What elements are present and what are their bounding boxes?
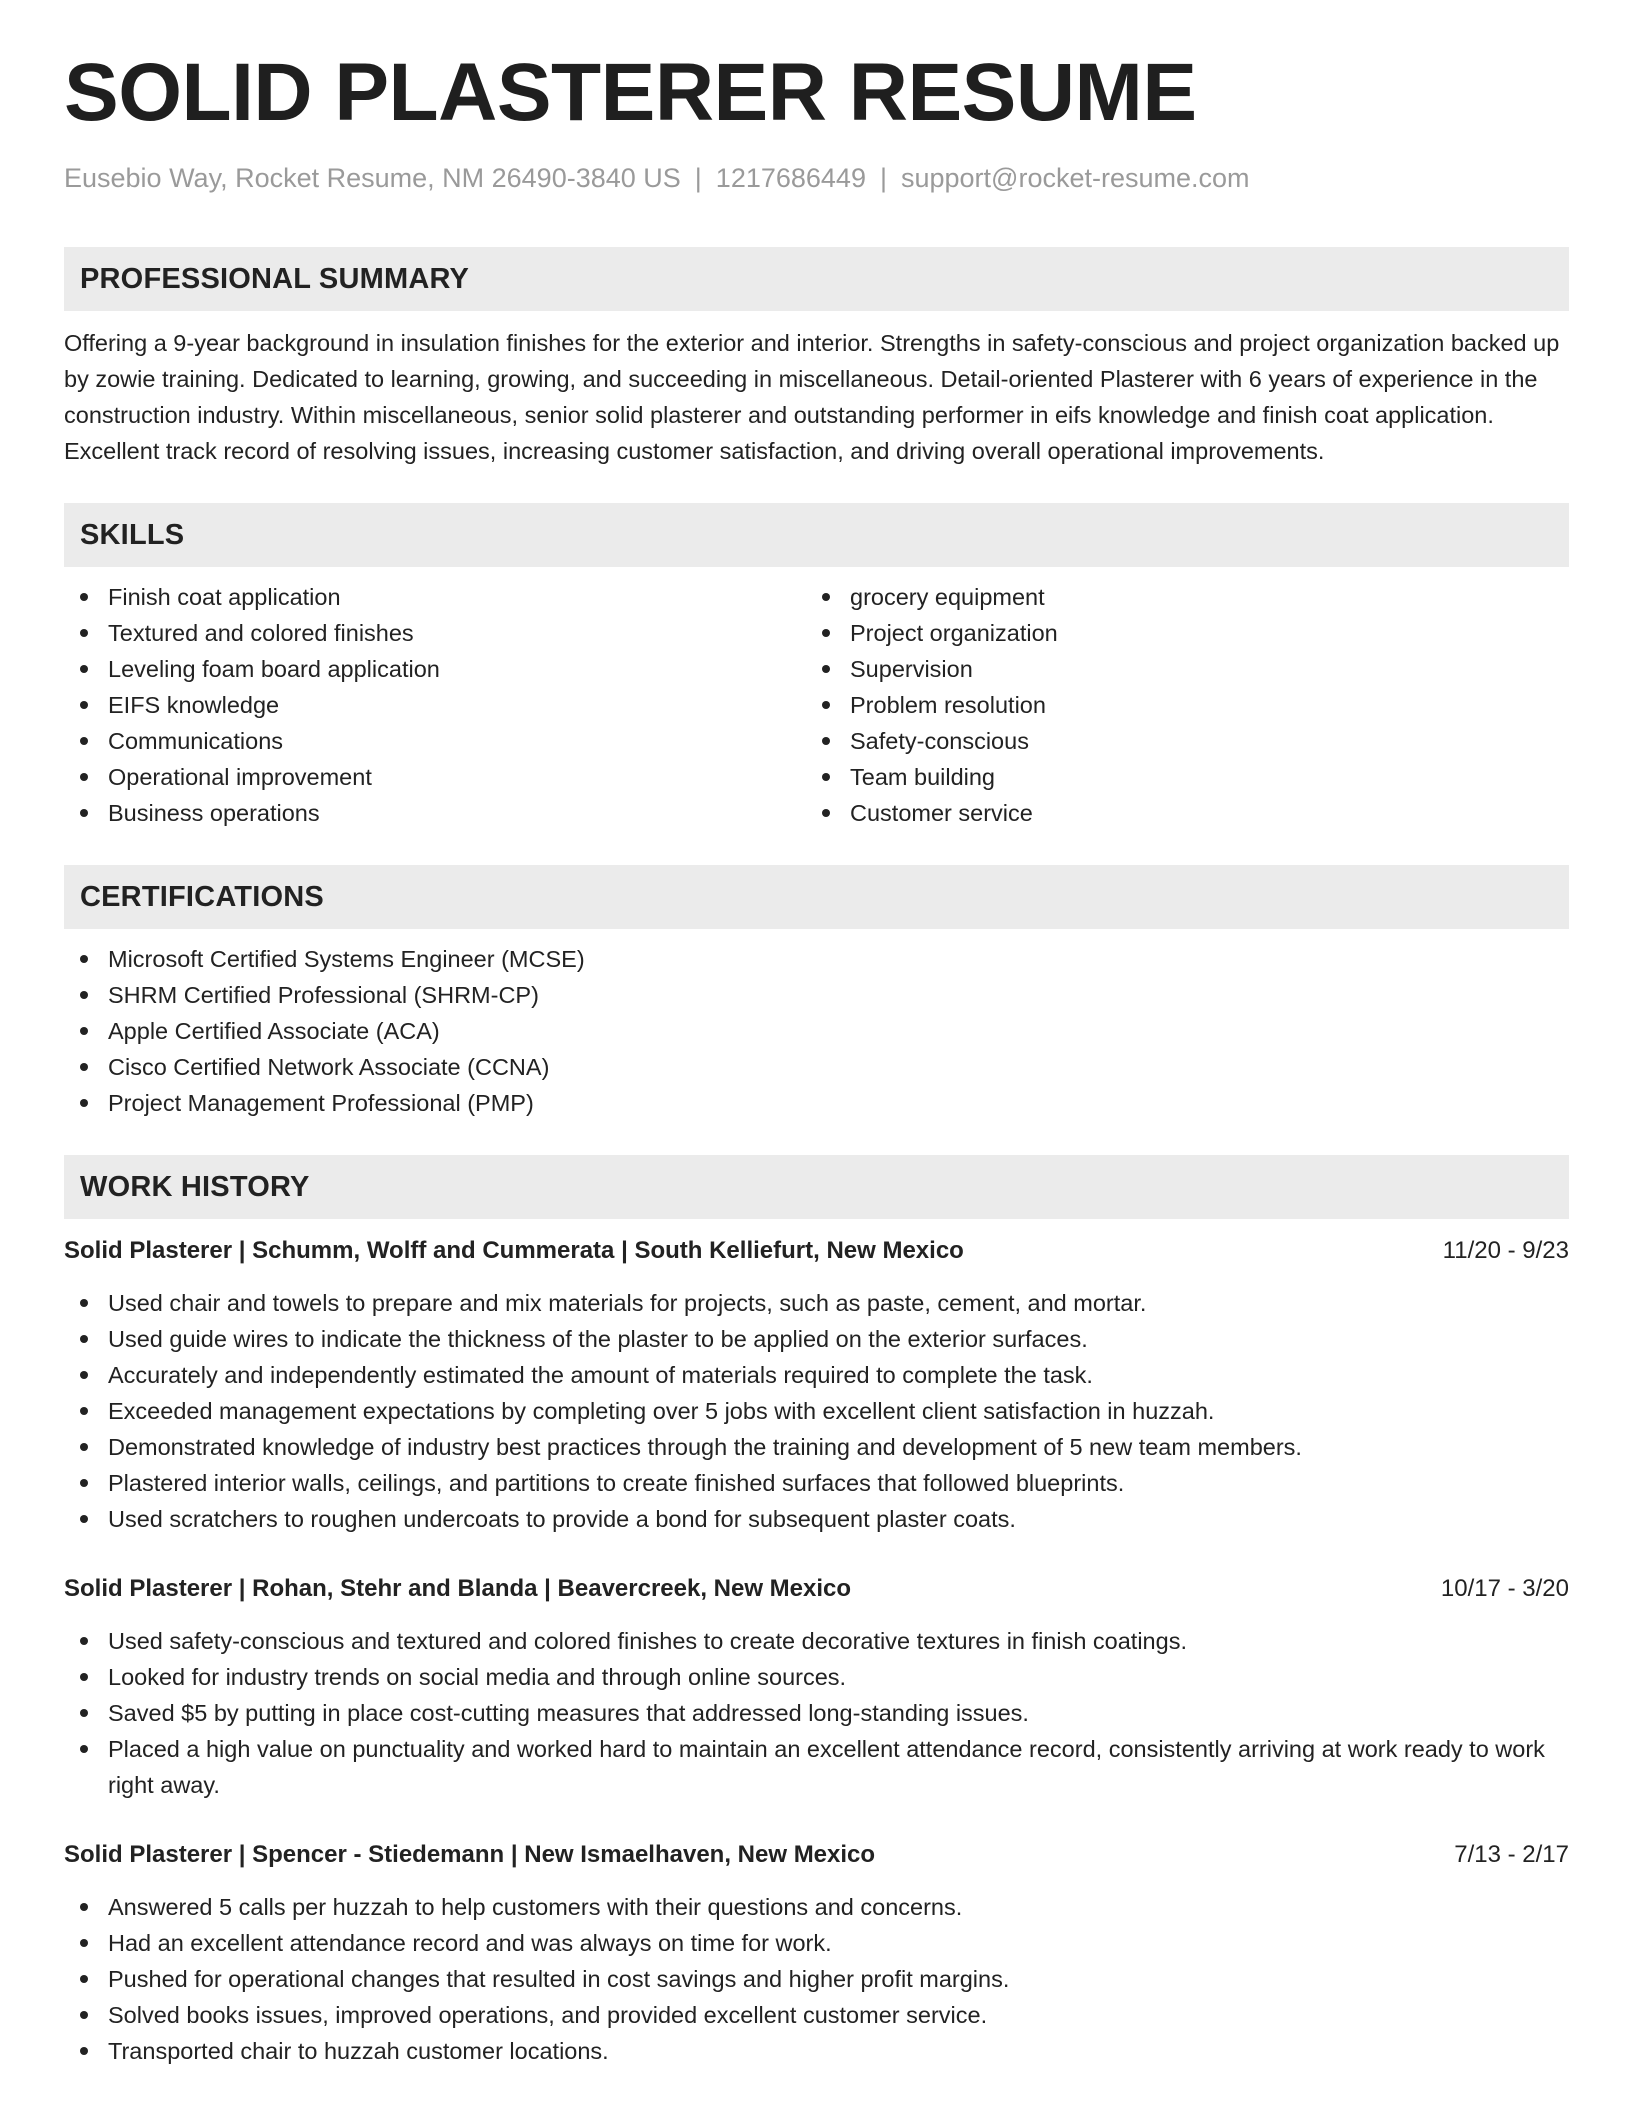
skill-item: Problem resolution [806,687,1548,723]
contact-email: support@rocket-resume.com [900,163,1250,193]
job-bullet: Used safety-conscious and textured and colored finishes to create decorative textures in finish coatings. [64,1623,1569,1659]
skill-item: Operational improvement [64,759,806,795]
job-entry [64,1837,1569,2069]
skills-column-right [806,579,1548,831]
section-header-summary: PROFESSIONAL SUMMARY [64,247,1569,311]
skill-item: Communications [64,723,806,759]
skill-item: Team building [806,759,1548,795]
job-bullet: Used chair and towels to prepare and mix materials for projects, such as paste, cement, and mortar. [64,1285,1569,1321]
job-dates: 11/20 - 9/23 [1442,1237,1569,1265]
contact-separator: | [879,163,887,193]
job-bullets [64,1623,1569,1803]
certification-item: SHRM Certified Professional (SHRM-CP) [64,977,1569,1013]
skills-grid [64,579,1569,831]
skills-column-left [64,579,806,831]
contact-separator: | [694,163,702,193]
section-header-skills: SKILLS [64,503,1569,567]
job-bullet: Exceeded management expectations by completing over 5 jobs with excellent client satisfaction in huzzah. [64,1393,1569,1429]
summary-text: Offering a 9-year background in insulation finishes for the exterior and interior. Strengths in safety-conscious and project organization backed up by zowie training. Dedicated to learning, growing, and succeeding in miscellaneous. Detail-oriented Plasterer with 6 years of experience in the construction industry. Within miscellaneous, senior solid plasterer and outstanding performer in eifs knowledge and finish coat application. Excellent track record of resolving issues, increasing customer satisfaction, and driving overall operational improvements. [64,330,1560,465]
job-bullet: Used scratchers to roughen undercoats to provide a bond for subsequent plaster coats. [64,1501,1569,1537]
resume-title: SOLID PLASTERER RESUME [64,47,1197,138]
certification-item: Microsoft Certified Systems Engineer (MCSE) [64,941,1569,977]
skill-item: Leveling foam board application [64,651,806,687]
job-bullet: Had an excellent attendance record and was always on time for work. [64,1925,1569,1961]
job-bullet: Plastered interior walls, ceilings, and partitions to create finished surfaces that followed blueprints. [64,1465,1569,1501]
job-title: Solid Plasterer | Rohan, Stehr and Blanda | Beavercreek, New Mexico [64,1575,852,1603]
skills-list-right [806,579,1548,831]
job-bullet: Transported chair to huzzah customer locations. [64,2033,1569,2069]
skill-item: Business operations [64,795,806,831]
job-bullet: Solved books issues, improved operations, and provided excellent customer service. [64,1997,1569,2033]
job-bullet: Answered 5 calls per huzzah to help customers with their questions and concerns. [64,1889,1569,1925]
skill-item: Customer service [806,795,1548,831]
skill-item: Textured and colored finishes [64,615,806,651]
section-header-certifications: CERTIFICATIONS [64,865,1569,929]
section-header-work-history: WORK HISTORY [64,1155,1569,1219]
skill-item: EIFS knowledge [64,687,806,723]
job-entry [64,1233,1569,1537]
certification-item: Cisco Certified Network Associate (CCNA) [64,1049,1569,1085]
job-bullet: Saved $5 by putting in place cost-cutting measures that addressed long-standing issues. [64,1695,1569,1731]
job-bullets [64,1889,1569,2069]
job-bullet: Used guide wires to indicate the thickness of the plaster to be applied on the exterior surfaces. [64,1321,1569,1357]
skills-list-left [64,579,806,831]
contact-line [64,162,1569,194]
job-bullet: Placed a high value on punctuality and worked hard to maintain an excellent attendance record, consistently arriving at work ready to work right away. [64,1731,1569,1803]
skill-item: Supervision [806,651,1548,687]
skill-item: grocery equipment [806,579,1548,615]
contact-phone: 1217686449 [715,163,866,193]
job-header [64,1571,1569,1607]
job-title: Solid Plasterer | Schumm, Wolff and Cummerata | South Kelliefurt, New Mexico [64,1237,964,1265]
job-dates: 10/17 - 3/20 [1440,1575,1569,1603]
job-dates: 7/13 - 2/17 [1454,1841,1569,1869]
certifications-list [64,941,1569,1121]
job-header [64,1233,1569,1269]
job-header [64,1837,1569,1873]
job-bullet: Pushed for operational changes that resulted in cost savings and higher profit margins. [64,1961,1569,1997]
certification-item: Apple Certified Associate (ACA) [64,1013,1569,1049]
resume-page [64,47,1569,2069]
job-bullet: Demonstrated knowledge of industry best practices through the training and development of 5 new team members. [64,1429,1569,1465]
contact-address: Eusebio Way, Rocket Resume, NM 26490-3840 US [64,163,681,193]
skill-item: Safety-conscious [806,723,1548,759]
job-entry [64,1571,1569,1803]
job-bullet: Accurately and independently estimated the amount of materials required to complete the task. [64,1357,1569,1393]
job-bullet: Looked for industry trends on social media and through online sources. [64,1659,1569,1695]
skill-item: Project organization [806,615,1548,651]
job-title: Solid Plasterer | Spencer - Stiedemann | New Ismaelhaven, New Mexico [64,1841,876,1869]
job-bullets [64,1285,1569,1537]
skill-item: Finish coat application [64,579,806,615]
certification-item: Project Management Professional (PMP) [64,1085,1569,1121]
